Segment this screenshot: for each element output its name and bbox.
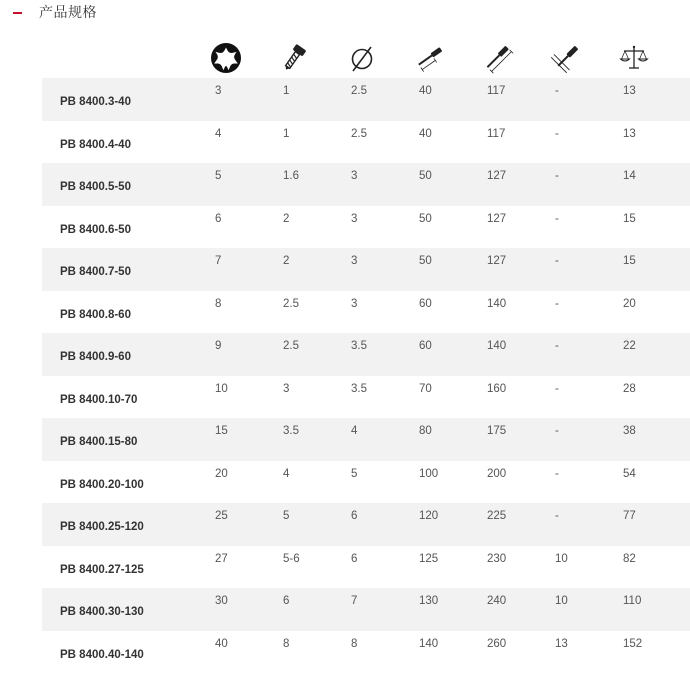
tip-width-cell: 13 — [555, 638, 568, 650]
blade-length-cell: 80 — [419, 425, 432, 437]
section-header — [13, 2, 97, 22]
tip-width-cell: - — [555, 340, 559, 352]
weight-cell: 13 — [623, 128, 636, 140]
table-row — [42, 376, 690, 419]
blade-length-cell: 50 — [419, 170, 432, 182]
screw-size-cell: 4 — [283, 468, 289, 480]
table-row — [42, 121, 690, 164]
screw-size-cell: 1 — [283, 85, 289, 97]
model-cell: PB 8400.25-120 — [60, 521, 144, 533]
screw-size-cell: 2 — [283, 255, 289, 267]
torx-size-cell: 40 — [215, 638, 228, 650]
blade-length-cell: 125 — [419, 553, 438, 565]
table-body — [42, 78, 690, 673]
table-row — [42, 631, 690, 673]
weight-cell: 14 — [623, 170, 636, 182]
screw-size-cell: 8 — [283, 638, 289, 650]
table-row — [42, 461, 690, 504]
tip-width-icon — [548, 40, 584, 76]
diameter-cell: 3 — [351, 255, 357, 267]
torx-size-cell: 30 — [215, 595, 228, 607]
table-row — [42, 163, 690, 206]
model-cell: PB 8400.4-40 — [60, 139, 131, 151]
diameter-cell: 3 — [351, 170, 357, 182]
total-length-cell: 117 — [487, 85, 505, 97]
table-row — [42, 78, 690, 121]
blade-length-cell: 60 — [419, 298, 432, 310]
total-length-cell: 260 — [487, 638, 506, 650]
model-cell: PB 8400.27-125 — [60, 564, 144, 576]
table-row — [42, 588, 690, 631]
blade-length-cell: 70 — [419, 383, 432, 395]
diameter-cell: 2.5 — [351, 128, 367, 140]
model-cell: PB 8400.7-50 — [60, 266, 131, 278]
diameter-cell: 3 — [351, 213, 357, 225]
diameter-cell: 8 — [351, 638, 357, 650]
blade-length-cell: 120 — [419, 510, 438, 522]
total-length-icon — [480, 40, 516, 76]
torx-size-cell: 27 — [215, 553, 228, 565]
blade-length-cell: 130 — [419, 595, 438, 607]
torx-size-cell: 10 — [215, 383, 228, 395]
diameter-cell: 6 — [351, 510, 357, 522]
screw-size-cell: 2.5 — [283, 298, 299, 310]
torx-size-cell: 8 — [215, 298, 221, 310]
table-row — [42, 546, 690, 589]
total-length-cell: 175 — [487, 425, 506, 437]
blade-length-cell: 50 — [419, 255, 432, 267]
tip-width-cell: - — [555, 128, 559, 140]
torx-size-cell: 3 — [215, 85, 221, 97]
diameter-cell: 6 — [351, 553, 357, 565]
weight-cell: 82 — [623, 553, 636, 565]
weight-cell: 15 — [623, 213, 636, 225]
weight-cell: 28 — [623, 383, 636, 395]
diameter-cell: 3.5 — [351, 340, 367, 352]
diameter-icon — [344, 40, 380, 76]
torx-size-cell: 9 — [215, 340, 221, 352]
diameter-cell: 3.5 — [351, 383, 367, 395]
diameter-cell: 5 — [351, 468, 357, 480]
diameter-cell: 2.5 — [351, 85, 367, 97]
screw-size-cell: 3 — [283, 383, 289, 395]
diameter-cell: 4 — [351, 425, 357, 437]
total-length-cell: 117 — [487, 128, 505, 140]
blade-length-icon — [412, 40, 448, 76]
total-length-cell: 140 — [487, 340, 506, 352]
tip-width-cell: - — [555, 170, 559, 182]
screw-size-cell: 5 — [283, 510, 289, 522]
diameter-cell: 3 — [351, 298, 357, 310]
torx-size-cell: 25 — [215, 510, 228, 522]
screw-size-cell: 1 — [283, 128, 289, 140]
total-length-cell: 127 — [487, 170, 506, 182]
tip-width-cell: - — [555, 213, 559, 225]
tip-width-cell: - — [555, 85, 559, 97]
model-cell: PB 8400.9-60 — [60, 351, 131, 363]
model-cell: PB 8400.40-140 — [60, 649, 144, 661]
torx-size-cell: 5 — [215, 170, 221, 182]
blade-length-cell: 40 — [419, 85, 432, 97]
section-dash — [13, 12, 22, 14]
torx-screw-icon — [276, 40, 312, 76]
table-row — [42, 206, 690, 249]
torx-size-cell: 20 — [215, 468, 228, 480]
diameter-cell: 7 — [351, 595, 357, 607]
tip-width-cell: - — [555, 255, 559, 267]
total-length-cell: 240 — [487, 595, 506, 607]
model-cell: PB 8400.3-40 — [60, 96, 131, 108]
weight-cell: 13 — [623, 85, 636, 97]
model-cell: PB 8400.20-100 — [60, 479, 144, 491]
weight-cell: 110 — [623, 595, 641, 607]
table-row — [42, 333, 690, 376]
blade-length-cell: 140 — [419, 638, 438, 650]
table-header-icons — [42, 40, 690, 76]
blade-length-cell: 50 — [419, 213, 432, 225]
screw-size-cell: 6 — [283, 595, 289, 607]
tip-width-cell: - — [555, 383, 559, 395]
section-title: 产品规格 — [39, 2, 97, 22]
total-length-cell: 230 — [487, 553, 506, 565]
tip-width-cell: - — [555, 468, 559, 480]
tip-width-cell: 10 — [555, 595, 568, 607]
table-row — [42, 291, 690, 334]
weight-cell: 20 — [623, 298, 636, 310]
blade-length-cell: 40 — [419, 128, 432, 140]
table-row — [42, 418, 690, 461]
model-cell: PB 8400.6-50 — [60, 224, 131, 236]
tip-width-cell: 10 — [555, 553, 568, 565]
weight-scale-icon — [616, 40, 652, 76]
weight-cell: 22 — [623, 340, 636, 352]
model-cell: PB 8400.15-80 — [60, 436, 137, 448]
model-cell: PB 8400.5-50 — [60, 181, 131, 193]
weight-cell: 38 — [623, 425, 636, 437]
total-length-cell: 160 — [487, 383, 506, 395]
table-row — [42, 503, 690, 546]
screw-size-cell: 2 — [283, 213, 289, 225]
blade-length-cell: 60 — [419, 340, 432, 352]
total-length-cell: 200 — [487, 468, 506, 480]
torx-size-cell: 7 — [215, 255, 221, 267]
weight-cell: 54 — [623, 468, 636, 480]
tip-width-cell: - — [555, 425, 559, 437]
tip-width-cell: - — [555, 510, 559, 522]
tip-width-cell: - — [555, 298, 559, 310]
torx-star-icon — [208, 40, 244, 76]
table-row — [42, 248, 690, 291]
total-length-cell: 127 — [487, 213, 506, 225]
total-length-cell: 140 — [487, 298, 506, 310]
torx-size-cell: 4 — [215, 128, 221, 140]
torx-size-cell: 15 — [215, 425, 228, 437]
torx-size-cell: 6 — [215, 213, 221, 225]
screw-size-cell: 2.5 — [283, 340, 299, 352]
model-cell: PB 8400.8-60 — [60, 309, 131, 321]
screw-size-cell: 1.6 — [283, 170, 299, 182]
total-length-cell: 127 — [487, 255, 506, 267]
model-cell: PB 8400.30-130 — [60, 606, 144, 618]
total-length-cell: 225 — [487, 510, 506, 522]
weight-cell: 77 — [623, 510, 636, 522]
weight-cell: 152 — [623, 638, 642, 650]
blade-length-cell: 100 — [419, 468, 438, 480]
screw-size-cell: 3.5 — [283, 425, 299, 437]
weight-cell: 15 — [623, 255, 636, 267]
screw-size-cell: 5-6 — [283, 553, 300, 565]
model-cell: PB 8400.10-70 — [60, 394, 137, 406]
